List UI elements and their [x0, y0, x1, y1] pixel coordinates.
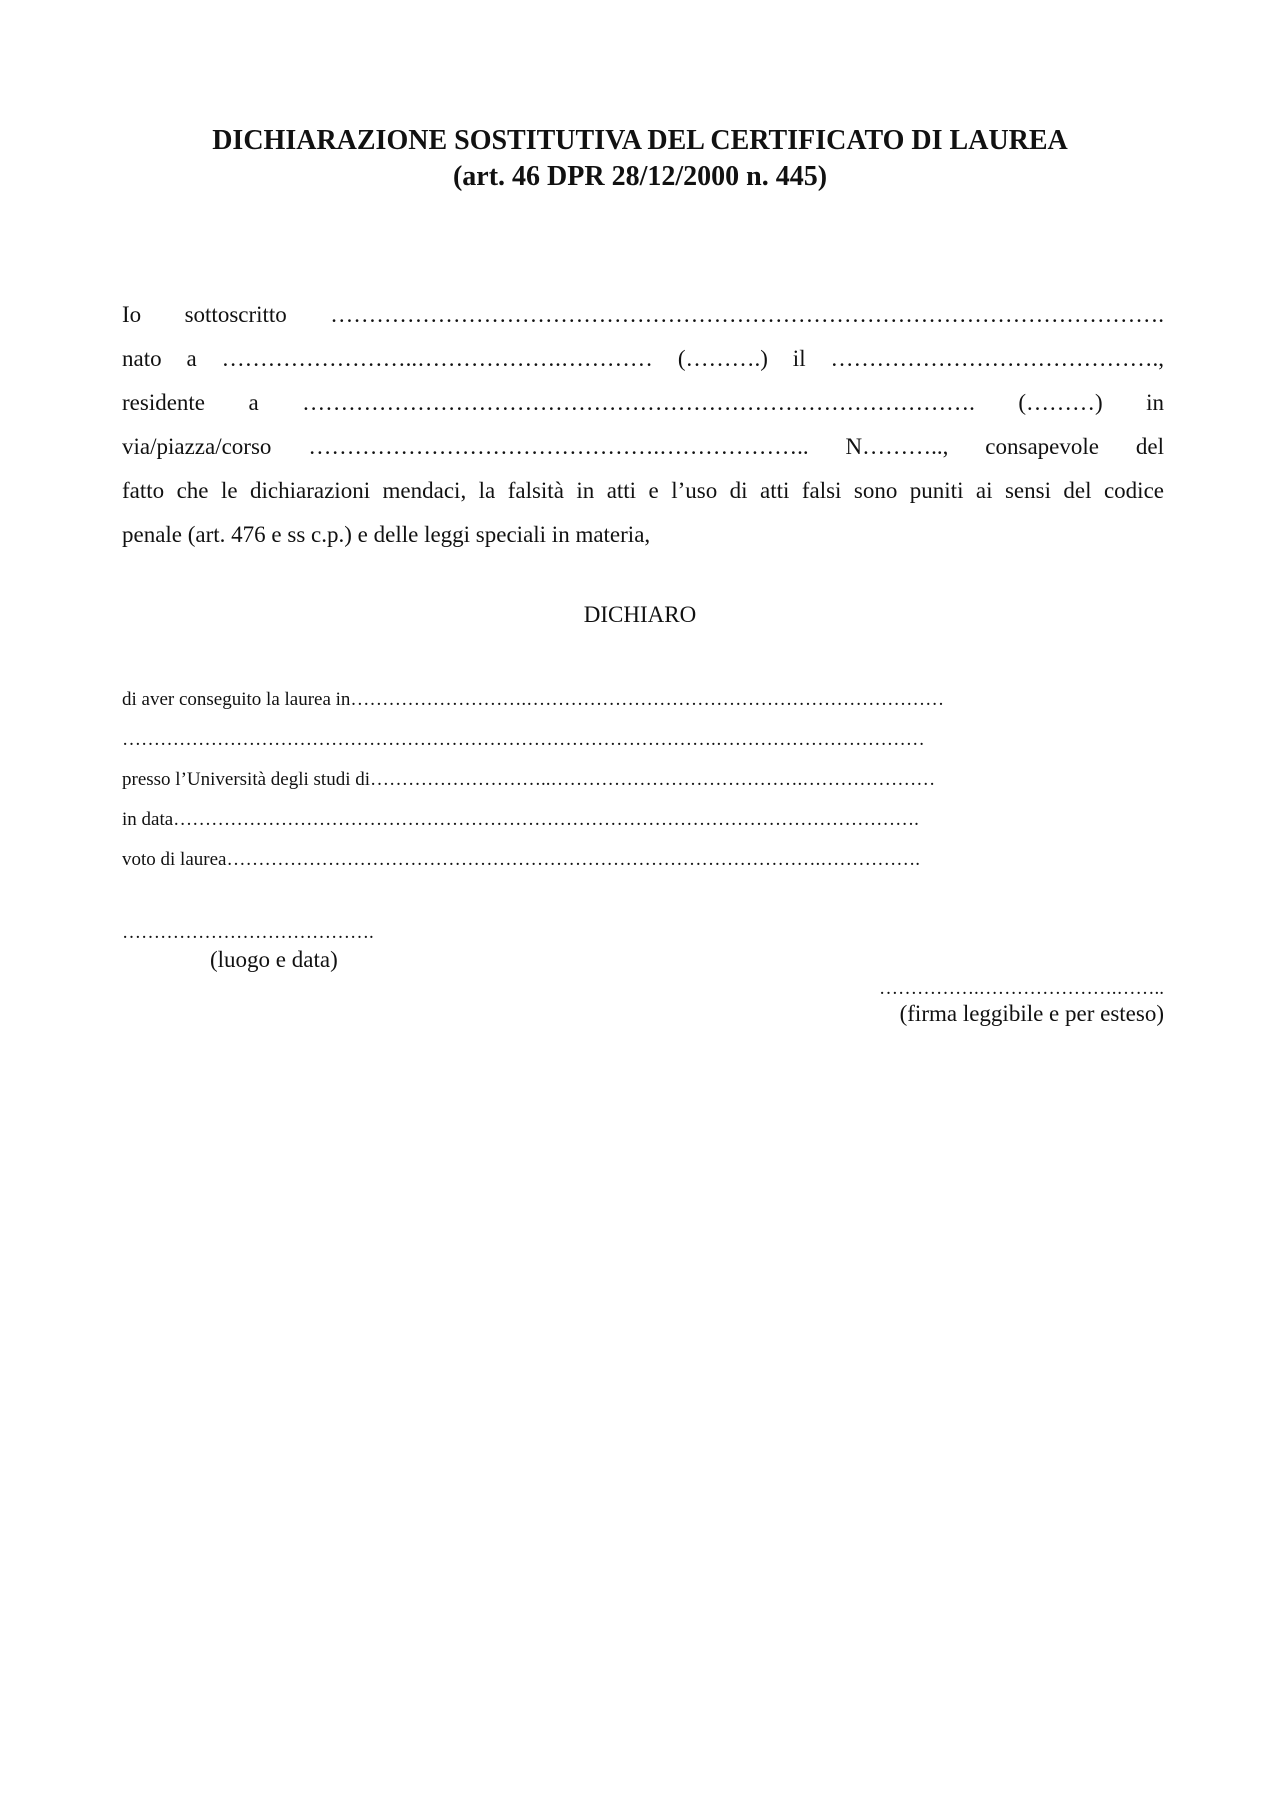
place-date-label: (luogo e data) — [210, 947, 338, 972]
degree-field-line: di aver conseguito la laurea in……………………….………………………………………………………… — [122, 689, 945, 710]
place-date-blank: …………………………………. — [122, 922, 374, 943]
address-line: via/piazza/corso ……………………………………….……………….. N……….., consapevole del — [122, 434, 1164, 459]
document-subtitle-legal-reference: (art. 46 DPR 28/12/2000 n. 445) — [452, 161, 828, 192]
birth-place-date-line: nato a ……………………..……………….………… (……….) il ……………………………………., — [122, 346, 1164, 371]
signature-blank: …………….………………….…….. — [879, 978, 1164, 999]
grade-field-line: voto di laurea………………………………………………………………………………….……………. — [122, 849, 920, 870]
degree-field-continuation-line: ………………………………………………………………………………….…………………………… — [122, 729, 925, 750]
signature-label: (firma leggibile e per esteso) — [899, 1001, 1164, 1026]
university-field-line: presso l’Università degli studi di………………………..………………………………….………………… — [122, 769, 936, 790]
legal-notice-line-end: penale (art. 476 e ss c.p.) e delle leggi speciali in materia, — [122, 522, 651, 547]
declaration-heading: DICHIARO — [583, 602, 697, 627]
document-title: DICHIARAZIONE SOSTITUTIVA DEL CERTIFICATO DI LAUREA — [212, 125, 1068, 156]
date-field-line: in data………………………………………………………………………………………………………. — [122, 809, 919, 830]
residence-line: residente a ……………………………………………………………………………. (………) in — [122, 390, 1164, 415]
declarant-name-line: Io sottoscritto ………………………………………………………………………………………………. — [122, 302, 1164, 327]
legal-notice-line: fatto che le dichiarazioni mendaci, la falsità in atti e l’uso di atti falsi sono puniti ai sensi del codice — [122, 478, 1164, 503]
